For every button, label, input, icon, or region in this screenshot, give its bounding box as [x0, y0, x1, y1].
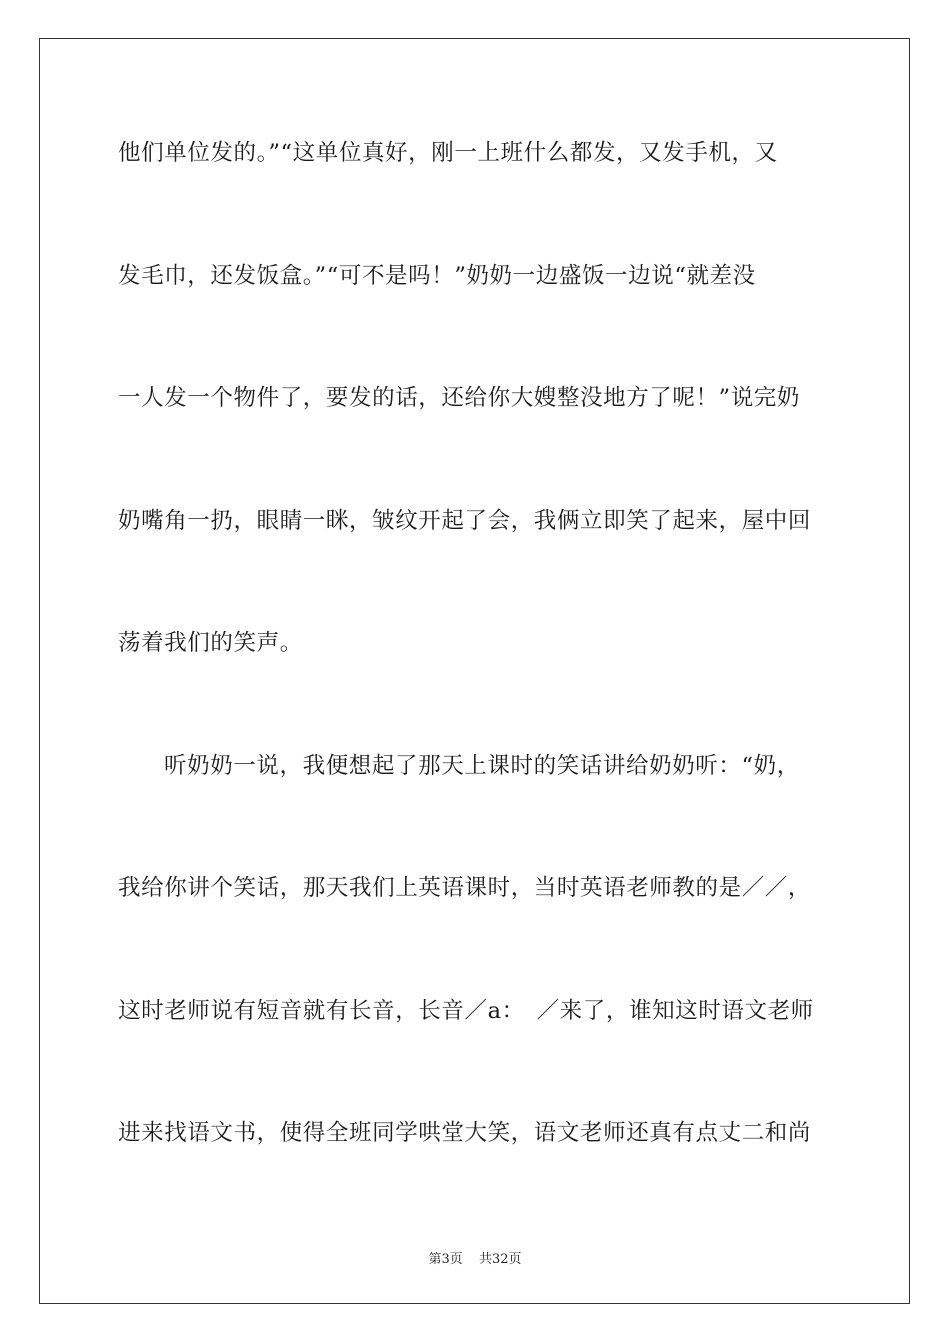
- body-text: [118, 128, 834, 1231]
- page-footer: [0, 1248, 950, 1267]
- text-line: 发毛巾，还发饭盒。”“可不是吗！”奶奶一边盛饭一边说“就差没: [118, 262, 756, 289]
- text-line-indented: 听奶奶一说，我便想起了那天上课时的笑话讲给奶奶听：“奶，: [164, 752, 800, 779]
- text-line: 一人发一个物件了，要发的话，还给你大嫂整没地方了呢！”说完奶: [118, 385, 801, 411]
- text-line: 他们单位发的。”“这单位真好，刚一上班什么都发，又发手机，又: [118, 140, 778, 166]
- text-line: 进来找语文书，使得全班同学哄堂大笑，语文老师还真有点丈二和尚: [118, 1120, 812, 1146]
- text-line: 奶嘴角一扔，眼睛一眯，皱纹开起了会，我俩立即笑了起来，屋中回: [118, 507, 812, 534]
- text-line: 这时老师说有短音就有长音，长音／a： ／来了，谁知这时语文老师: [118, 997, 814, 1024]
- total-pages: 共32页: [478, 1252, 522, 1267]
- page-number: 第3页: [428, 1252, 463, 1267]
- text-line: 我给你讲个笑话，那天我们上英语课时，当时英语老师教的是／／，: [118, 875, 812, 901]
- text-line: 荡着我们的笑声。: [118, 630, 303, 656]
